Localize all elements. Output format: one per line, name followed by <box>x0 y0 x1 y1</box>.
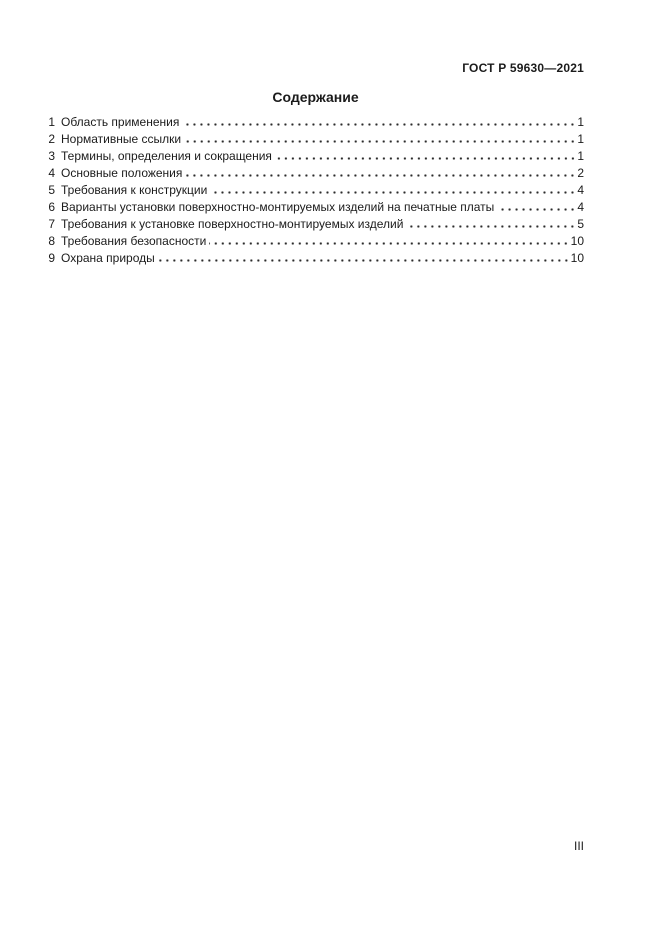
toc-entry <box>47 131 584 148</box>
page-title: Содержание <box>272 89 359 105</box>
toc-entry-page: 2 <box>577 166 584 180</box>
toc-entry-label: Нормативные ссылки <box>61 132 182 146</box>
toc-entry-page: 1 <box>577 149 584 163</box>
toc-entry-page: 5 <box>577 217 584 231</box>
toc-entry-label: Требования к конструкции <box>61 183 208 197</box>
toc-entry-label: Охрана природы <box>61 251 155 265</box>
page-number: III <box>573 839 584 853</box>
toc-entry-label: Варианты установки поверхностно-монтируемых изделий на печатные платы <box>61 200 495 214</box>
dot-leader <box>209 242 569 245</box>
dot-leader <box>184 140 576 143</box>
toc-entry-number: 5 <box>48 183 55 197</box>
toc-entry-number: 1 <box>48 115 55 129</box>
toc-entry-number: 6 <box>48 200 55 214</box>
toc-entry-page: 4 <box>577 183 584 197</box>
toc-entry-label: Требования к установке поверхностно-монтируемых изделий <box>61 217 404 231</box>
toc-entry-number: 2 <box>48 132 55 146</box>
toc-entry-label: Термины, определения и сокращения <box>61 149 272 163</box>
toc-entry <box>47 199 584 216</box>
dot-leader <box>210 191 576 194</box>
toc-entry <box>47 233 584 250</box>
toc-entry <box>47 165 584 182</box>
toc-entry <box>47 114 584 131</box>
toc-entry-page: 1 <box>577 115 584 129</box>
dot-leader <box>158 259 570 262</box>
dot-leader <box>182 123 576 126</box>
toc-entry-number: 9 <box>48 251 55 265</box>
dot-leader <box>497 208 576 211</box>
toc-entry-label: Основные положения <box>61 166 183 180</box>
toc-entry-page: 4 <box>577 200 584 214</box>
toc-entry <box>47 250 584 267</box>
toc-entry-page: 10 <box>570 251 584 265</box>
toc-entry-page: 1 <box>577 132 584 146</box>
toc-entry-number: 3 <box>48 149 55 163</box>
document-code: ГОСТ Р 59630—2021 <box>462 61 584 75</box>
toc-entry-label: Требования безопасности <box>61 234 207 248</box>
toc-entry-number: 7 <box>48 217 55 231</box>
dot-leader <box>406 225 576 228</box>
toc-entry <box>47 216 584 233</box>
toc-entry <box>47 148 584 165</box>
dot-leader <box>275 157 576 160</box>
toc-entry-page: 10 <box>570 234 584 248</box>
dot-leader <box>185 174 576 177</box>
toc-entry-label: Область применения <box>61 115 180 129</box>
toc-entry-number: 4 <box>48 166 55 180</box>
toc-entry-number: 8 <box>48 234 55 248</box>
table-of-contents <box>47 114 584 267</box>
toc-entry <box>47 182 584 199</box>
